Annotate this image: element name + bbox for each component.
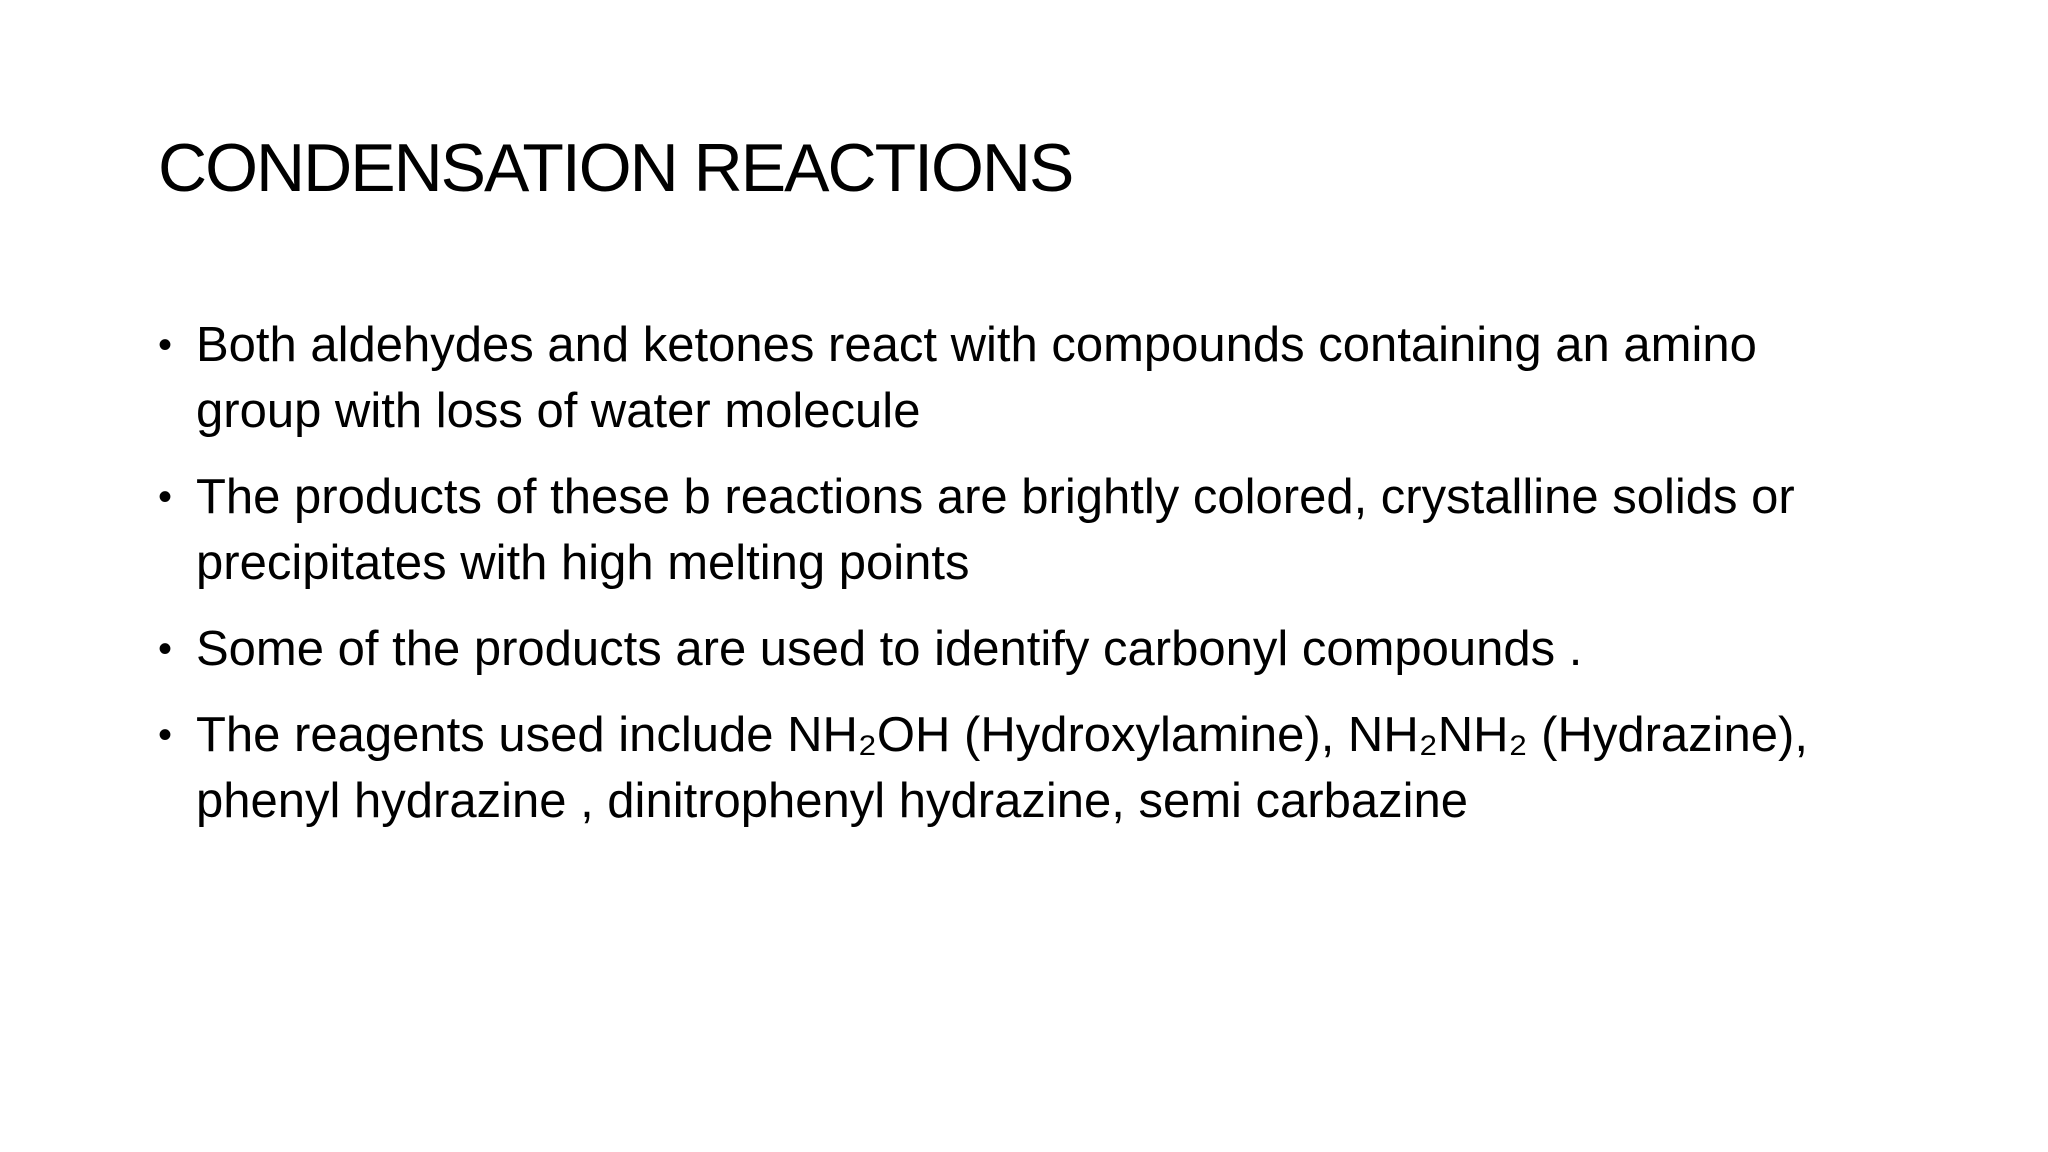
bullet-item — [158, 616, 1858, 682]
bullet-item — [158, 312, 1858, 444]
bullet-text: The products of these b reactions are brightly colored, crystalline solids or precipitates with high melting points — [196, 470, 1795, 590]
bullet-marker: • — [158, 713, 173, 757]
bullet-list — [158, 312, 1858, 854]
bullet-marker: • — [158, 475, 173, 519]
bullet-text: Both aldehydes and ketones react with compounds containing an amino group with loss of water molecule — [196, 318, 1757, 438]
bullet-item — [158, 702, 1858, 834]
bullet-text: Some of the products are used to identify carbonyl compounds . — [196, 622, 1583, 676]
slide-title: CONDENSATION REACTIONS — [158, 130, 1073, 206]
bullet-item — [158, 464, 1858, 596]
bullet-marker: • — [158, 627, 173, 671]
bullet-marker: • — [158, 323, 173, 367]
bullet-text: The reagents used include NH₂OH (Hydroxylamine), NH₂NH₂ (Hydrazine), phenyl hydrazine , dinitrophenyl hydrazine, semi carbazine — [196, 708, 1808, 828]
